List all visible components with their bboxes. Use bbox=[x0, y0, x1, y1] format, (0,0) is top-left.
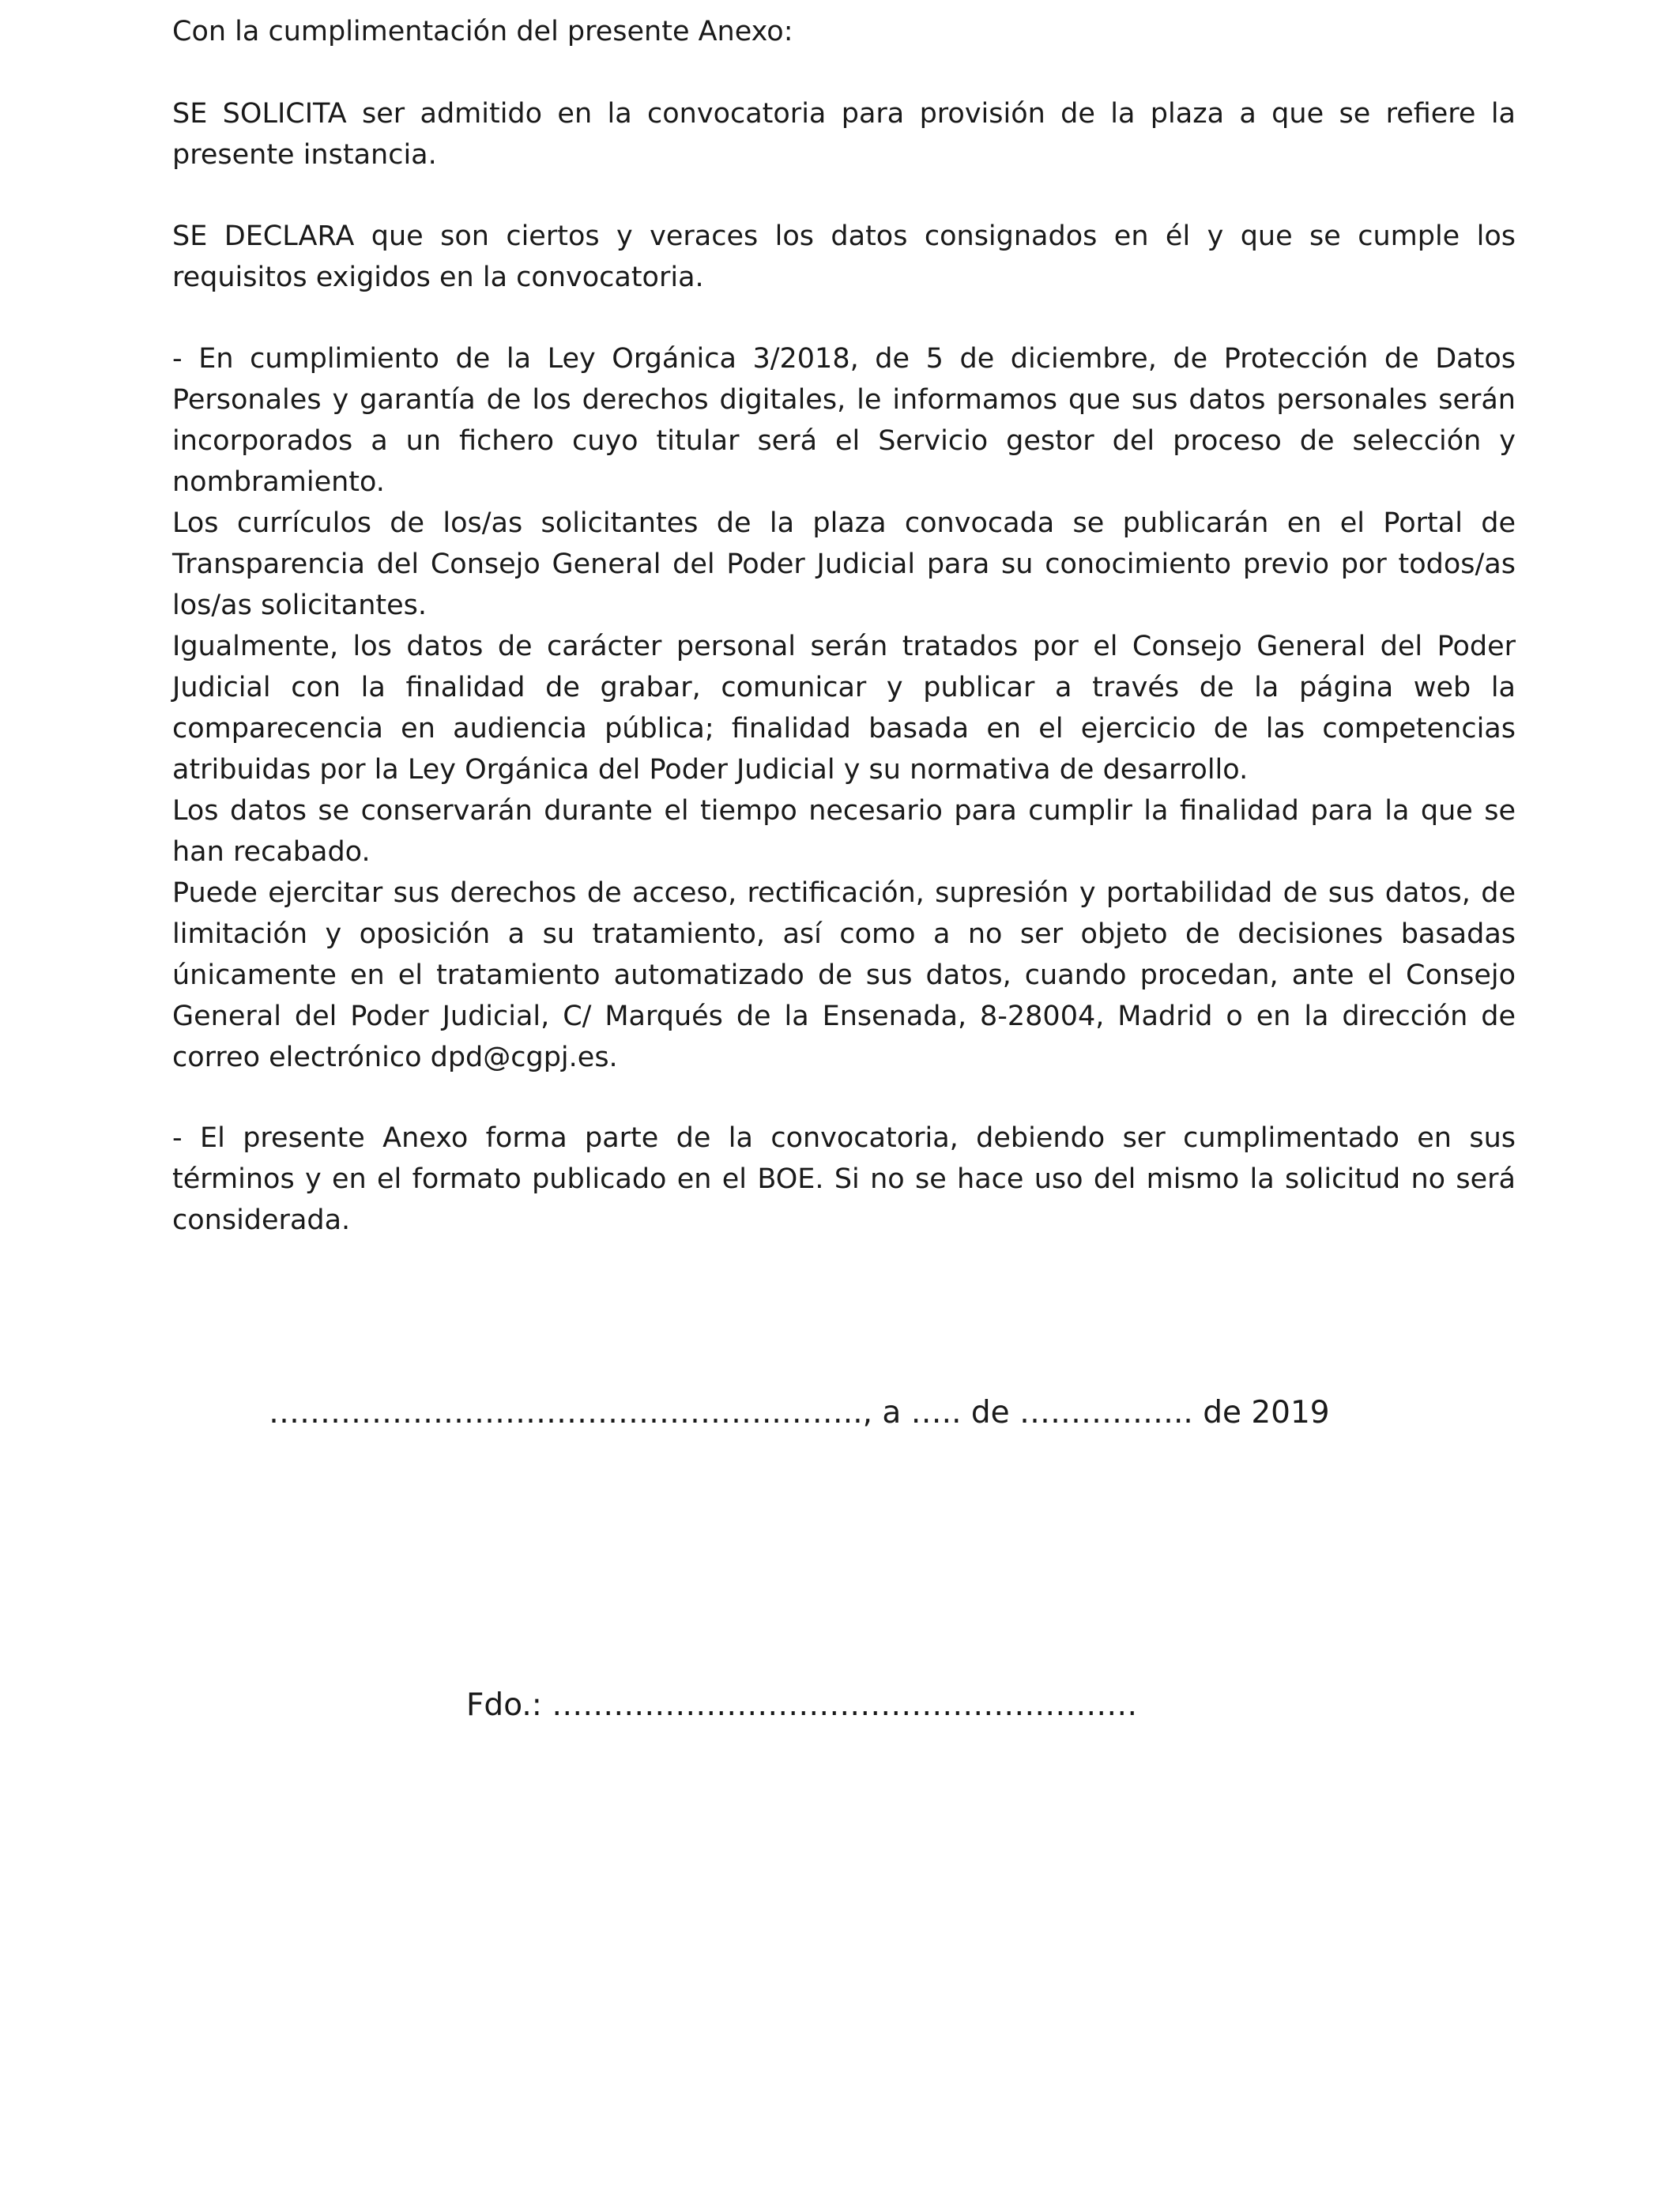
declara-paragraph: SE DECLARA que son ciertos y veraces los datos consignados en él y que se cumple los requisitos exigidos en la convocatoria. bbox=[172, 221, 1516, 293]
data-retention-paragraph: Los datos se conservarán durante el tiempo necesario para cumplir la finalidad para la que se han recabado. bbox=[172, 795, 1516, 868]
annex-note-paragraph: - El presente Anexo forma parte de la convocatoria, debiendo ser cumplimentado en sus términos y en el formato publicado en el BOE. Si no se hace uso del mismo la solicitud no será considerada. bbox=[172, 1122, 1516, 1236]
data-processing-paragraph: Igualmente, los datos de carácter personal serán tratados por el Consejo General del Poder Judicial con la finalidad de grabar, comunicar y publicar a través de la página web la comparecencia en audiencia pública; finalidad basada en el ejercicio de las competencias atribuidas por la Ley Orgánica del Poder Judicial y su normativa de desarrollo. bbox=[172, 631, 1516, 786]
solicita-paragraph: SE SOLICITA ser admitido en la convocatoria para provisión de la plaza a que se refiere la presente instancia. bbox=[172, 98, 1516, 171]
intro-paragraph: Con la cumplimentación del presente Anexo: bbox=[172, 16, 793, 47]
curriculum-publication-paragraph: Los currículos de los/as solicitantes de la plaza convocada se publicarán en el Portal de Transparencia del Consejo General del Poder Judicial para su conocimiento previo por todos/as los/as solicitantes. bbox=[172, 507, 1516, 621]
data-protection-paragraph: - En cumplimiento de la Ley Orgánica 3/2018, de 5 de diciembre, de Protección de Datos Personales y garantía de los derechos digitales, le informamos que sus datos personales serán incorporados a un fichero cuyo titular será el Servicio gestor del proceso de selección y nombramiento. bbox=[172, 343, 1516, 498]
rights-paragraph: Puede ejercitar sus derechos de acceso, rectificación, supresión y portabilidad de sus datos, de limitación y oposición a su tratamiento, así como a no ser objeto de decisiones basadas únicamente en el tratamiento automatizado de sus datos, cuando procedan, ante el Consejo General del Poder Judicial, C/ Marqués de la Ensenada, 8-28004, Madrid o en la dirección de correo electrónico dpd@cgpj.es. bbox=[172, 877, 1516, 1073]
signature-line: Fdo.: ………………………………………………… bbox=[466, 1687, 1138, 1723]
place-date-line: …………………………………………..…….., a ….. de …………….. de 2019 bbox=[269, 1395, 1330, 1431]
